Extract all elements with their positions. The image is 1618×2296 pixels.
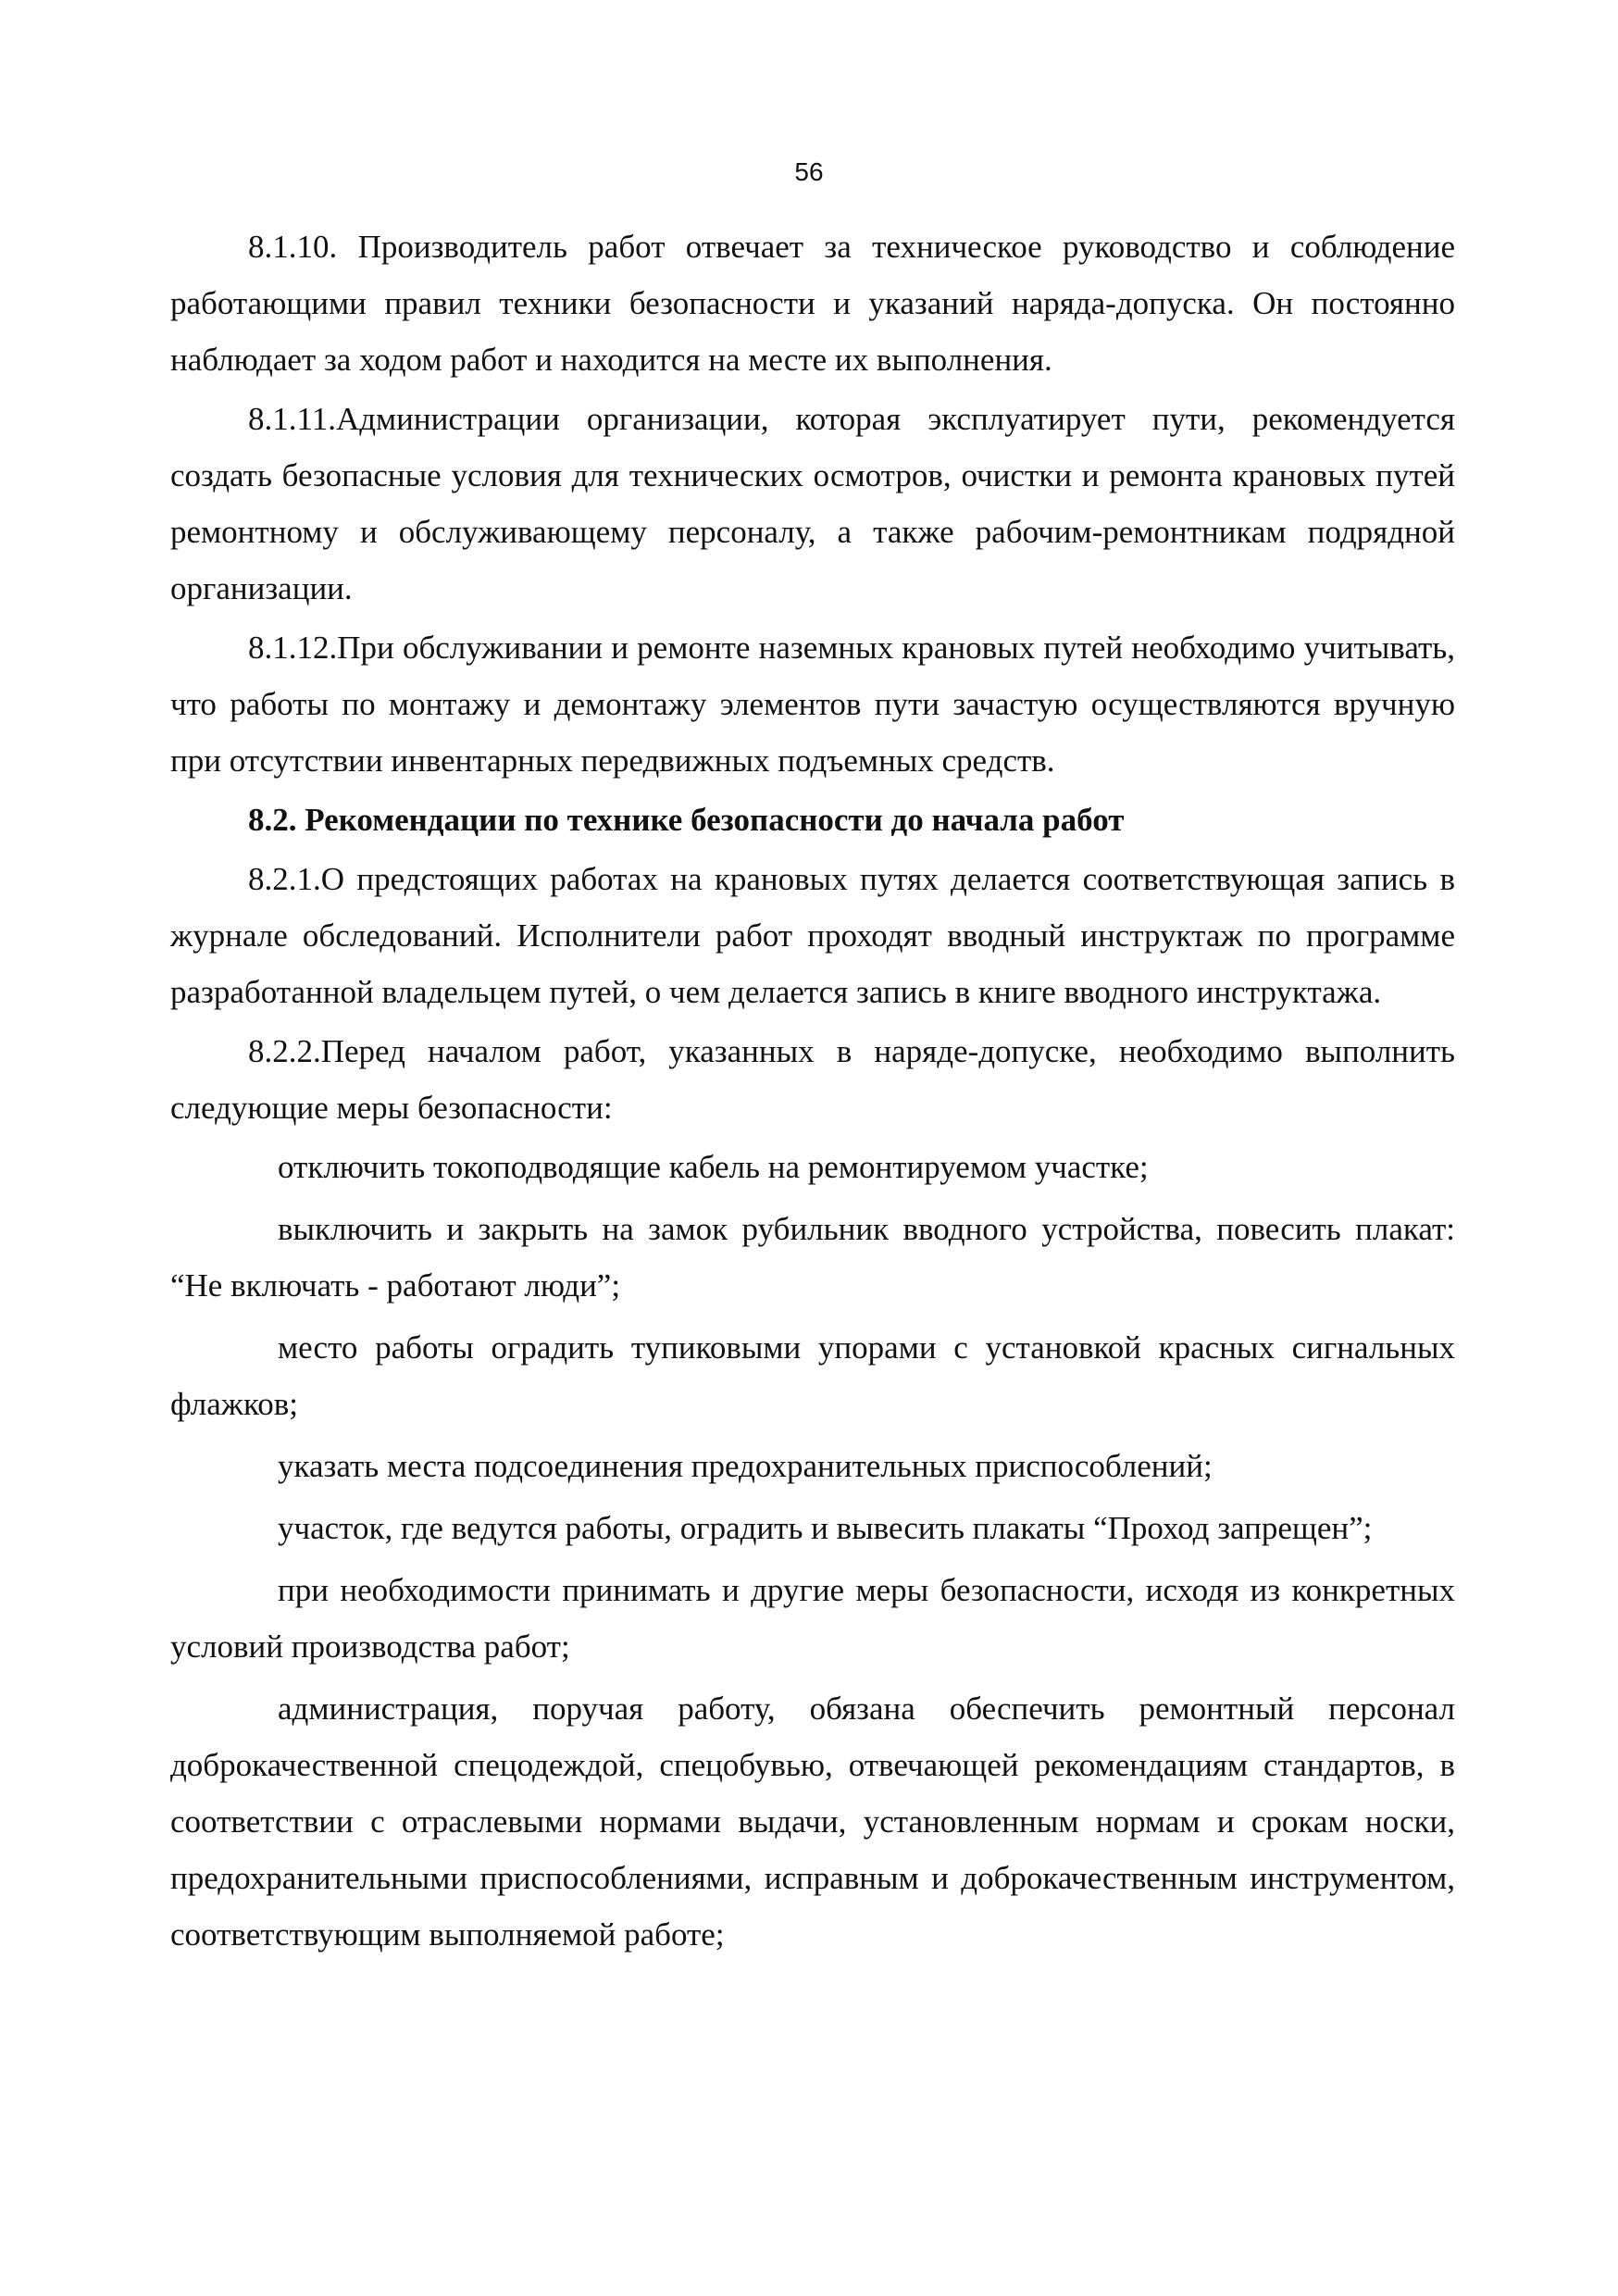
paragraph-8-2-1: 8.2.1.О предстоящих работах на крановых путях делается соответствующая запись в журнале обследований. Исполнители работ проходят вводный инструктаж по программе разработанной владельцем путей, о чем делается запись в книге вводного инструктажа.: [170, 861, 1455, 1010]
page-number: 56: [794, 157, 824, 186]
measure-item: место работы оградить тупиковыми упорами с установкой красных сигнальных флажков;: [170, 1329, 1455, 1422]
paragraph-8-2-2: 8.2.2.Перед началом работ, указанных в наряде-допуске, необходимо выполнить следующие меры безопасности:: [170, 1033, 1455, 1126]
paragraph-8-1-10: 8.1.10. Производитель работ отвечает за техническое руководство и соблюдение работающими правил техники безопасности и указаний наряда-допуска. Он постоянно наблюдает за ходом работ и находится на месте их выполнения.: [170, 229, 1455, 378]
measure-item: участок, где ведутся работы, оградить и вывесить плакаты “Проход запрещен”;: [278, 1510, 1373, 1546]
measure-item: при необходимости принимать и другие меры безопасности, исходя из конкретных условий производства работ;: [170, 1572, 1455, 1665]
measure-item: указать места подсоединения предохранительных приспособлений;: [278, 1448, 1213, 1484]
page-content: [170, 218, 1455, 1968]
paragraph-8-1-12: 8.1.12.При обслуживании и ремонте наземных крановых путей необходимо учитывать, что работы по монтажу и демонтажу элементов пути зачастую осуществляются вручную при отсутствии инвентарных передвижных подъемных средств.: [170, 630, 1455, 779]
measure-item: отключить токоподводящие кабель на ремонтируемом участке;: [278, 1149, 1149, 1185]
paragraph-8-1-11: 8.1.11.Администрации организации, которая эксплуатирует пути, рекомендуется создать безопасные условия для технических осмотров, очистки и ремонта крановых путей ремонтному и обслуживающему персоналу, а также рабочим-ремонтникам подрядной организации.: [170, 401, 1455, 606]
measure-item: выключить и закрыть на замок рубильник вводного устройства, повесить плакат: “Не включать - работают люди”;: [170, 1211, 1455, 1304]
measure-item: администрация, поручая работу, обязана обеспечить ремонтный персонал доброкачественной спецодеждой, спецобувью, отвечающей рекомендациям стандартов, в соответствии с отраслевыми нормами выдачи, установленным нормам и срокам носки, предохранительными приспособлениями, исправным и доброкачественным инструментом, соответствующим выполняемой работе;: [170, 1691, 1455, 1953]
section-heading-8-2: 8.2. Рекомендации по технике безопасности до начала работ: [248, 802, 1125, 838]
